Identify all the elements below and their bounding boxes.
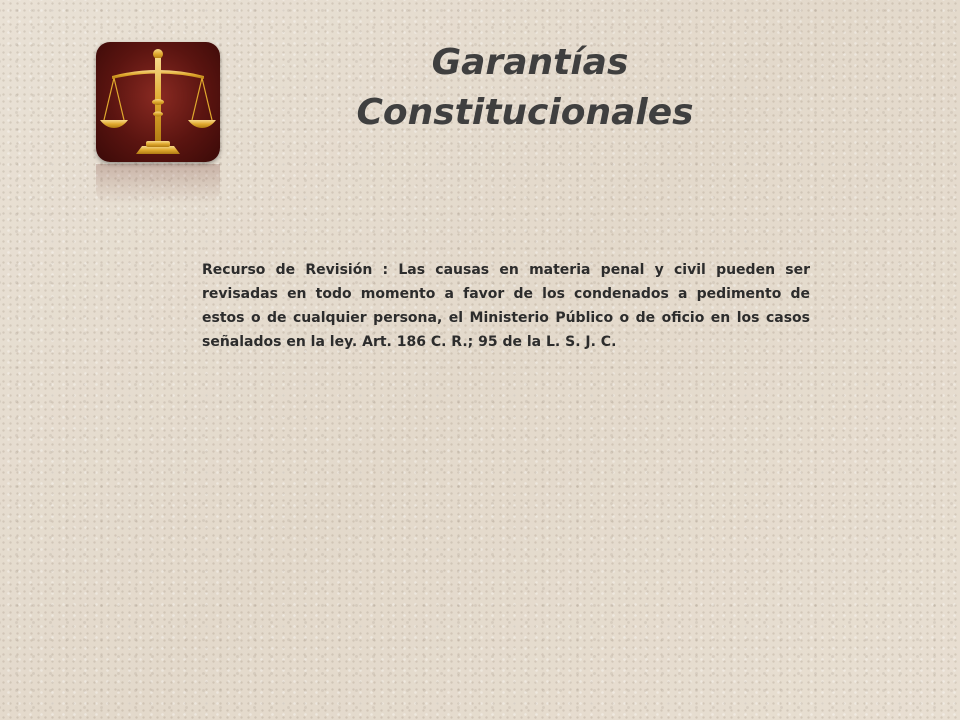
logo-reflection: [96, 164, 220, 204]
page-title: [300, 38, 760, 138]
title-line-2: Constitucionales: [356, 92, 694, 133]
title-line-1: Garantías: [431, 42, 629, 83]
scales-of-justice-icon: [96, 42, 220, 162]
logo: [96, 42, 220, 194]
body-paragraph: Recurso de Revisión : Las causas en materia penal y civil pueden ser revisadas en todo momento a favor de los condenados a pedimento de estos o de cualquier persona, el Ministerio Público o de oficio en los casos señalados en la ley. Art. 186 C. R.; 95 de la L. S. J. C.: [202, 262, 810, 350]
